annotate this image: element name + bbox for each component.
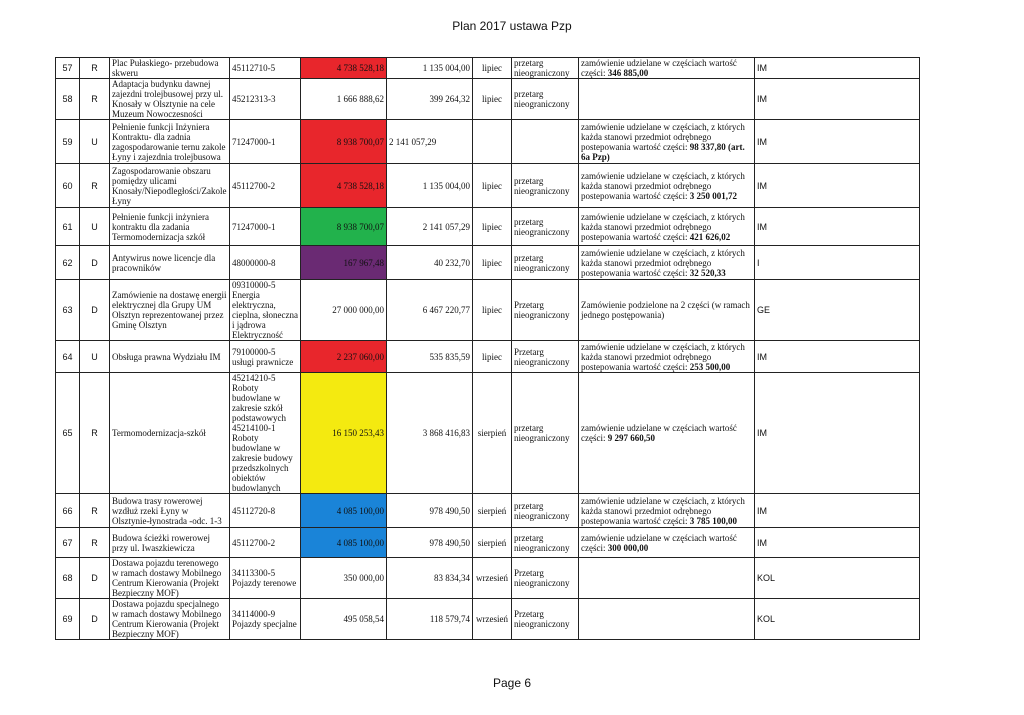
row-value: 4 738 528,18 — [301, 58, 387, 79]
row-procedure: przetarg nieograniczony — [512, 58, 579, 79]
row-month: sierpień — [473, 494, 512, 528]
row-month: lipiec — [473, 208, 512, 246]
row-type: R — [80, 79, 110, 120]
row-notes: zamówienie udzielane w częściach, z których każda stanowi przedmiot odrębnego postepowania wartość części: 98 337,80 (art. 6a Pzp) — [579, 120, 755, 164]
row-procedure: przetarg nieograniczony — [512, 373, 579, 494]
table-row — [56, 79, 920, 120]
row-value: 4 738 528,18 — [301, 164, 387, 208]
row-subject: Dostawa pojazdu specjalnego w ramach dostawy Mobilnego Centrum Kierowania (Projekt Bezpieczny MOF) — [110, 599, 230, 640]
row-type: D — [80, 558, 110, 599]
row-value: 8 938 700,07 — [301, 120, 387, 164]
row-notes: zamówienie udzielane w częściach, z których każda stanowi przedmiot odrębnego postepowania wartość części: 3 785 100,00 — [579, 494, 755, 528]
row-department: IM — [755, 208, 920, 246]
row-type: D — [80, 280, 110, 341]
row-type: R — [80, 164, 110, 208]
row-procedure: przetarg nieograniczony — [512, 246, 579, 280]
row-value: 350 000,00 — [301, 558, 387, 599]
row-procedure: przetarg nieograniczony — [512, 208, 579, 246]
part-value: 253 500,00 — [687, 361, 731, 372]
row-notes: zamówienie udzielane w częściach, z których każda stanowi przedmiot odrębnego postepowania wartość części: 253 500,00 — [579, 341, 755, 373]
row-notes — [579, 558, 755, 599]
row-subject: Termomodernizacja-szkół — [110, 373, 230, 494]
row-month: lipiec — [473, 280, 512, 341]
row-department: IM — [755, 58, 920, 79]
row-procedure: Przetarg nieograniczony — [512, 341, 579, 373]
row-number: 69 — [56, 599, 80, 640]
row-amount: 2 141 057,29 — [387, 120, 473, 164]
row-type: R — [80, 58, 110, 79]
row-amount: 40 232,70 — [387, 246, 473, 280]
row-number: 63 — [56, 280, 80, 341]
row-notes: zamówienie udzielane w częściach, z których każda stanowi przedmiot odrębnego postepowania wartość części: 421 626,02 — [579, 208, 755, 246]
table-row — [56, 599, 920, 640]
row-cpv: 79100000-5 usługi prawnicze — [230, 341, 301, 373]
row-cpv: 71247000-1 — [230, 120, 301, 164]
row-subject: Budowa trasy rowerowej wzdłuż rzeki Łyny w Olsztynie-łynostrada -odc. 1-3 — [110, 494, 230, 528]
page-number: Page 6 — [492, 676, 532, 690]
row-department: KOL — [755, 558, 920, 599]
row-procedure: przetarg nieograniczony — [512, 79, 579, 120]
row-amount: 2 141 057,29 — [387, 208, 473, 246]
row-department: IM — [755, 528, 920, 558]
row-subject: Obsługa prawna Wydziału IM — [110, 341, 230, 373]
row-amount: 399 264,32 — [387, 79, 473, 120]
row-type: U — [80, 120, 110, 164]
row-procedure — [512, 120, 579, 164]
part-value: 3 785 100,00 — [687, 515, 737, 526]
row-type: D — [80, 599, 110, 640]
part-value: 3 250 001,72 — [687, 190, 737, 201]
row-subject: Dostawa pojazdu terenowego w ramach dostawy Mobilnego Centrum Kierowania (Projekt Bezpieczny MOF) — [110, 558, 230, 599]
row-notes: zamówienie udzielane w częściach wartość części: 9 297 660,50 — [579, 373, 755, 494]
row-amount: 978 490,50 — [387, 494, 473, 528]
row-number: 68 — [56, 558, 80, 599]
row-procedure: przetarg nieograniczony — [512, 528, 579, 558]
row-cpv: 45112720-8 — [230, 494, 301, 528]
row-month — [473, 120, 512, 164]
row-cpv: 45214210-5 Roboty budowlane w zakresie szkół podstawowych 45214100-1 Roboty budowlane w zakresie budowy przedszkolnych obiektów budowlanych — [230, 373, 301, 494]
row-amount: 1 135 004,00 — [387, 58, 473, 79]
row-subject: Pełnienie funkcji inżyniera kontraktu dla zadania Termomodernizacja szkół — [110, 208, 230, 246]
table-body — [56, 58, 920, 640]
row-month: sierpień — [473, 373, 512, 494]
row-type: R — [80, 494, 110, 528]
row-month: lipiec — [473, 79, 512, 120]
row-amount: 6 467 220,77 — [387, 280, 473, 341]
row-value: 167 967,48 — [301, 246, 387, 280]
table-row — [56, 164, 920, 208]
row-department: I — [755, 246, 920, 280]
part-value: 9 297 660,50 — [605, 433, 655, 443]
row-department: IM — [755, 494, 920, 528]
row-cpv: 34113300-5 Pojazdy terenowe — [230, 558, 301, 599]
row-notes: zamówienie udzielane w częściach wartość części: 346 885,00 — [579, 58, 755, 79]
row-department: IM — [755, 341, 920, 373]
row-value: 8 938 700,07 — [301, 208, 387, 246]
row-subject: Zagospodarowanie obszaru pomiędzy ulicami Knosały/Niepodległości/Zakole Łyny — [110, 164, 230, 208]
row-notes: Zamówienie podzielone na 2 części (w ramach jednego postępowania) — [579, 280, 755, 341]
row-cpv: 45212313-3 — [230, 79, 301, 120]
table-row — [56, 528, 920, 558]
row-type: U — [80, 208, 110, 246]
row-notes: zamówienie udzielane w częściach, z których każda stanowi przedmiot odrębnego postepowania wartość części: 32 520,33 — [579, 246, 755, 280]
row-number: 66 — [56, 494, 80, 528]
row-department: IM — [755, 120, 920, 164]
row-number: 62 — [56, 246, 80, 280]
part-value: 300 000,00 — [605, 542, 649, 553]
part-value: 32 520,33 — [687, 267, 726, 278]
row-cpv: 45112710-5 — [230, 58, 301, 79]
row-notes: zamówienie udzielane w częściach, z których każda stanowi przedmiot odrębnego postepowania wartość części: 3 250 001,72 — [579, 164, 755, 208]
table-row — [56, 341, 920, 373]
row-value: 4 085 100,00 — [301, 528, 387, 558]
page-title: Plan 2017 ustawa Pzp — [452, 19, 572, 33]
row-value: 495 058,54 — [301, 599, 387, 640]
table-row — [56, 280, 920, 341]
row-department: GE — [755, 280, 920, 341]
row-cpv: 45112700-2 — [230, 528, 301, 558]
row-month: lipiec — [473, 246, 512, 280]
row-value: 27 000 000,00 — [301, 280, 387, 341]
row-subject: Budowa ścieżki rowerowej przy ul. Iwaszkiewicza — [110, 528, 230, 558]
row-number: 65 — [56, 373, 80, 494]
row-notes — [579, 599, 755, 640]
row-notes: zamówienie udzielane w częściach wartość części: 300 000,00 — [579, 528, 755, 558]
table-row — [56, 494, 920, 528]
row-department: IM — [755, 164, 920, 208]
part-value: 421 626,02 — [687, 231, 731, 242]
table-row — [56, 120, 920, 164]
row-type: R — [80, 528, 110, 558]
row-amount: 118 579,74 — [387, 599, 473, 640]
row-cpv: 71247000-1 — [230, 208, 301, 246]
row-department: IM — [755, 373, 920, 494]
row-month: lipiec — [473, 58, 512, 79]
procurement-plan-table — [55, 57, 920, 640]
row-procedure: Przetarg nieograniczony — [512, 280, 579, 341]
row-number: 61 — [56, 208, 80, 246]
table-row — [56, 208, 920, 246]
row-cpv: 09310000-5 Energia elektryczna, cieplna, słoneczna i jądrowa Elektryczność — [230, 280, 301, 341]
row-procedure: Przetarg nieograniczony — [512, 558, 579, 599]
table-row — [56, 558, 920, 599]
row-subject: Antywirus nowe licencje dla pracowników — [110, 246, 230, 280]
table-row — [56, 58, 920, 79]
row-type: R — [80, 373, 110, 494]
row-type: D — [80, 246, 110, 280]
row-value: 1 666 888,62 — [301, 79, 387, 120]
row-month: sierpień — [473, 528, 512, 558]
row-cpv: 34114000-9 Pojazdy specjalne — [230, 599, 301, 640]
row-department: IM — [755, 79, 920, 120]
row-amount: 1 135 004,00 — [387, 164, 473, 208]
row-value: 2 237 060,00 — [301, 341, 387, 373]
row-subject: Adaptacja budynku dawnej zajezdni trolejbusowej przy ul. Knosały w Olsztynie na cele Muzeum Nowoczesności — [110, 79, 230, 120]
row-amount: 83 834,34 — [387, 558, 473, 599]
row-amount: 978 490,50 — [387, 528, 473, 558]
row-month: lipiec — [473, 164, 512, 208]
row-cpv: 48000000-8 — [230, 246, 301, 280]
row-month: wrzesień — [473, 558, 512, 599]
row-number: 57 — [56, 58, 80, 79]
row-number: 60 — [56, 164, 80, 208]
part-value: 346 885,00 — [605, 68, 649, 78]
row-number: 67 — [56, 528, 80, 558]
table-row — [56, 246, 920, 280]
row-procedure: Przetarg nieograniczony — [512, 599, 579, 640]
row-subject: Plac Pułaskiego- przebudowa skweru — [110, 58, 230, 79]
row-amount: 3 868 416,83 — [387, 373, 473, 494]
part-value: 98 337,80 (art. 6a Pzp) — [581, 141, 745, 162]
row-notes — [579, 79, 755, 120]
row-procedure: przetarg nieograniczony — [512, 164, 579, 208]
row-month: lipiec — [473, 341, 512, 373]
row-month: wrzesień — [473, 599, 512, 640]
row-number: 58 — [56, 79, 80, 120]
row-number: 64 — [56, 341, 80, 373]
row-subject: Zamówienie na dostawę energii elektrycznej dla Grupy UM Olsztyn reprezentowanej przez Gminę Olsztyn — [110, 280, 230, 341]
row-procedure: przetarg nieograniczony — [512, 494, 579, 528]
row-subject: Pełnienie funkcji Inżyniera Kontraktu- dla zadnia zagospodarowanie ternu zakole Łyny i zajezdnia trolejbusowa — [110, 120, 230, 164]
table-row — [56, 373, 920, 494]
row-amount: 535 835,59 — [387, 341, 473, 373]
row-cpv: 45112700-2 — [230, 164, 301, 208]
row-department: KOL — [755, 599, 920, 640]
row-value: 4 085 100,00 — [301, 494, 387, 528]
row-value: 16 150 253,43 — [301, 373, 387, 494]
row-number: 59 — [56, 120, 80, 164]
row-type: U — [80, 341, 110, 373]
